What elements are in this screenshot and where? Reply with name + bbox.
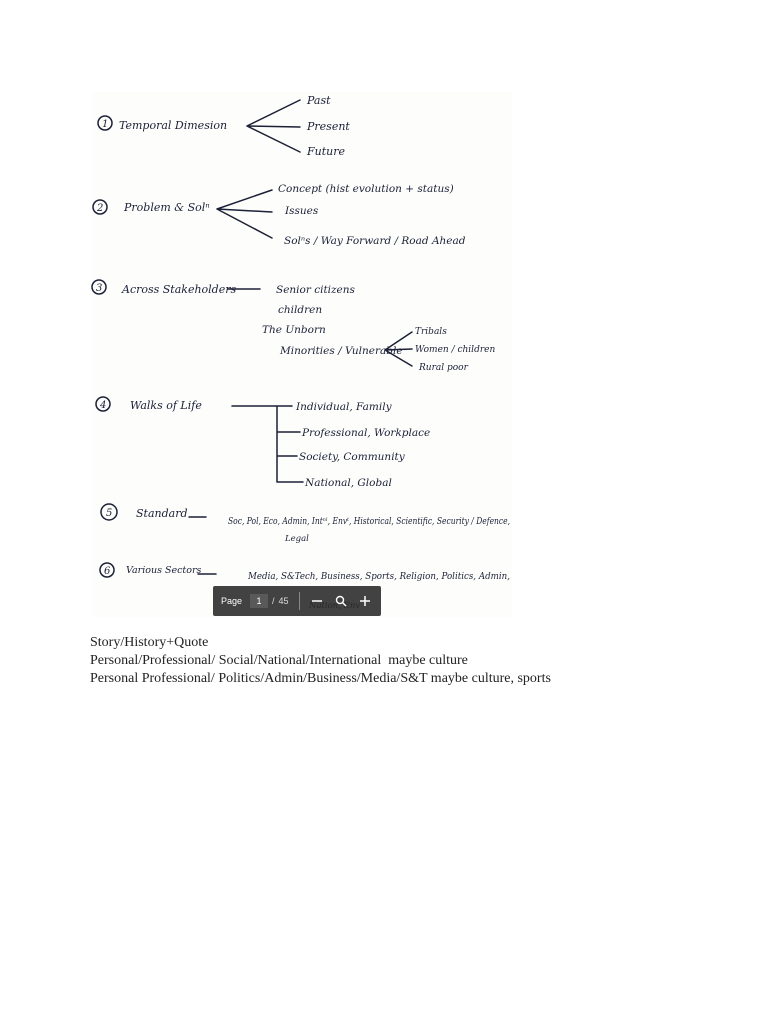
notes-line: Personal Professional/ Politics/Admin/Business/Media/S&T maybe culture, sports [90, 671, 551, 686]
section-3-subitem: Women / children [415, 345, 496, 355]
section-1-item: Past [307, 94, 331, 107]
section-5-title: Standard [136, 507, 188, 520]
section-6-number: 6 [104, 566, 111, 577]
section-3-item: Senior citizens [276, 284, 355, 296]
section-3-item: Minorities / Vulnerable [280, 345, 403, 357]
section-3-title: Across Stakeholders [122, 283, 237, 296]
section-2-title: Problem & Solⁿ [124, 201, 210, 214]
section-2-number: 2 [97, 203, 104, 214]
section-6-title: Various Sectors [126, 565, 202, 576]
section-4-tree [232, 406, 303, 482]
section-1-item: Present [307, 120, 350, 133]
section-2-item: Solⁿs / Way Forward / Road Ahead [284, 235, 466, 247]
section-4-number: 4 [100, 400, 107, 411]
section-6-item: Media, S&Tech, Business, Sports, Religion, Politics, Admin, [247, 572, 511, 582]
notes-line: Story/History+Quote [90, 635, 209, 650]
toolbar-divider [299, 592, 300, 610]
section-2-item: Concept (hist evolution + status) [278, 183, 454, 195]
section-2-item: Issues [285, 205, 319, 217]
section-3-subitem: Rural poor [419, 363, 468, 373]
section-5-item: Soc, Pol, Eco, Admin, Intⁿˡ, Envᵗ, Historical, Scientific, Security / Defence, [228, 517, 511, 527]
section-4-item: Professional, Workplace [302, 427, 431, 439]
page-label: Page [221, 596, 243, 606]
section-5-number: 5 [106, 508, 113, 519]
document-viewer-toolbar [213, 586, 381, 616]
section-4-item: Individual, Family [296, 401, 392, 413]
section-5-item: Legal [285, 534, 309, 544]
section-1-item: Future [307, 145, 345, 158]
handwriting-drawing [92, 92, 512, 617]
scanned-handwritten-page [92, 92, 512, 617]
section-3-number: 3 [96, 283, 103, 294]
section-1-branches [247, 100, 300, 152]
section-3-subitem: Tribals [415, 327, 447, 337]
page-separator: / [272, 596, 275, 606]
section-4-title: Walks of Life [130, 399, 202, 412]
plus-icon[interactable] [356, 592, 374, 610]
notes-line: Personal/Professional/ Social/National/International maybe culture [90, 653, 468, 668]
total-pages: 45 [278, 596, 289, 606]
magnifier-icon[interactable] [332, 592, 350, 610]
typed-notes [90, 634, 551, 688]
section-3-item: children [278, 304, 323, 316]
section-4-item: National, Global [305, 477, 392, 489]
section-3-item: The Unborn [262, 324, 326, 336]
page-number-input[interactable]: 1 [250, 594, 268, 608]
section-1-title: Temporal Dimesion [119, 119, 228, 132]
section-2-branches [217, 190, 272, 238]
section-1-number: 1 [102, 119, 109, 130]
section-4-item: Society, Community [299, 451, 405, 463]
minus-icon[interactable] [308, 592, 326, 610]
